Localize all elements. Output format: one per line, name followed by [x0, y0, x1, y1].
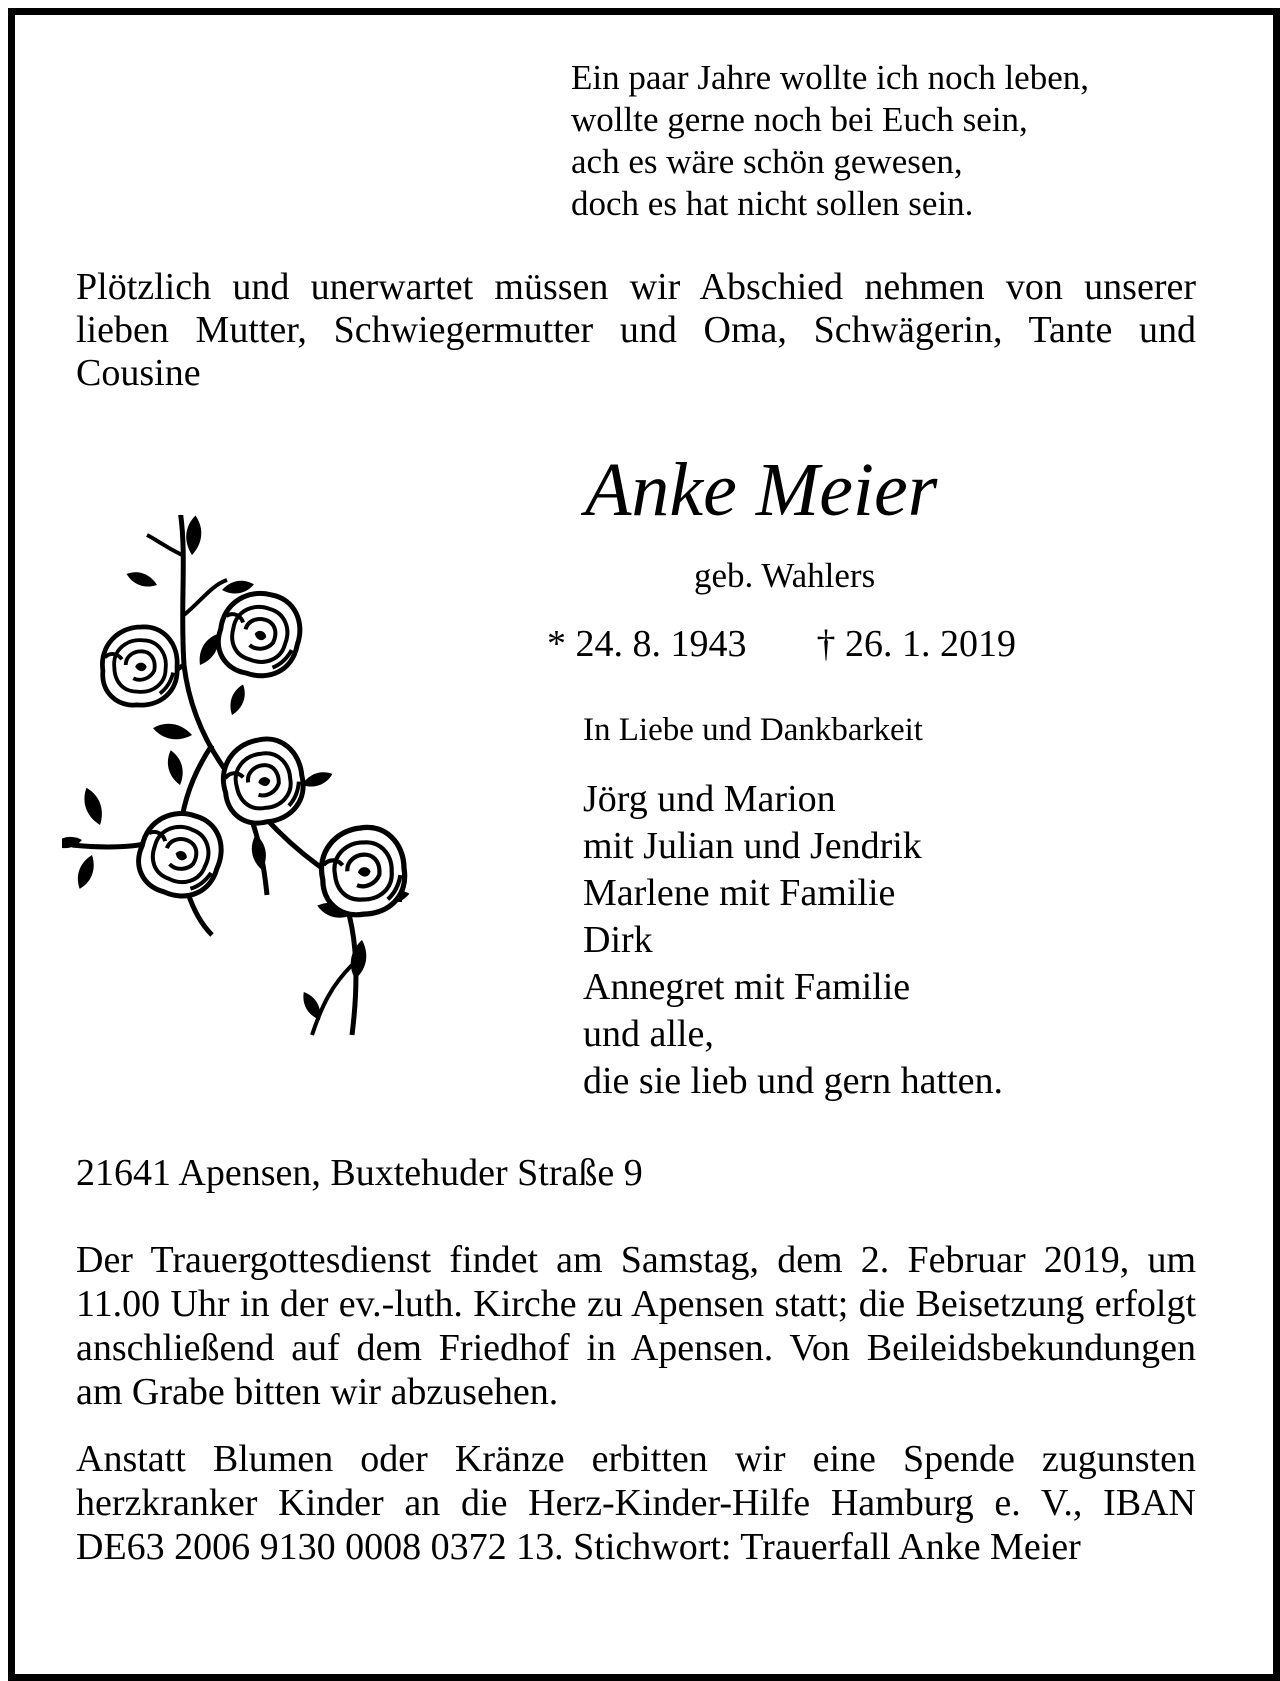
family-line: Marlene mit Familie	[583, 872, 896, 914]
address: 21641 Apensen, Buxtehuder Straße 9	[76, 1152, 643, 1194]
poem-line: Ein paar Jahre wollte ich noch leben,	[571, 58, 1089, 97]
poem-line: wollte gerne noch bei Euch sein,	[571, 100, 1028, 139]
poem-line: ach es wäre schön gewesen,	[571, 142, 963, 181]
death-date: † 26. 1. 2019	[816, 623, 1016, 665]
birth-name: geb. Wahlers	[694, 556, 876, 595]
poem-line: doch es hat nicht sollen sein.	[571, 184, 974, 223]
family-line: und alle,	[583, 1013, 714, 1055]
poem	[571, 57, 1089, 225]
family-line: Dirk	[583, 919, 653, 961]
gratitude-line: In Liebe und Dankbarkeit	[583, 712, 923, 748]
family-line: Annegret mit Familie	[583, 966, 911, 1008]
family-line: die sie lieb und gern hatten.	[583, 1060, 1003, 1102]
rose-branch-icon	[62, 515, 432, 1045]
deceased-name: Anke Meier	[585, 448, 938, 532]
service-info: Der Trauergottesdienst findet am Samstag, dem 2. Februar 2019, um 11.00 Uhr in der ev.-luth. Kirche zu Apensen statt; die Beisetzung erfolgt anschließend auf dem Friedhof in Apensen. Von Beileidsbekundungen am Grabe bitten wir abzusehen.	[76, 1239, 1196, 1413]
family-line: Jörg und Marion	[583, 778, 836, 820]
family-line: mit Julian und Jendrik	[583, 825, 922, 867]
birth-date: * 24. 8. 1943	[547, 623, 747, 665]
donation-info: Anstatt Blumen oder Kränze erbitten wir eine Spende zugunsten herzkranker Kinder an die Herz-Kinder-Hilfe Hamburg e. V., IBAN DE63 2006 9130 0008 0372 13. Stichwort: Trauerfall Anke Meier	[76, 1438, 1196, 1568]
intro-text: Plötzlich und unerwartet müssen wir Abschied nehmen von unserer lieben Mutter, Schwiegermutter und Oma, Schwägerin, Tante und Cousine	[76, 266, 1196, 394]
life-dates	[547, 622, 1016, 666]
family-list	[583, 776, 1003, 1105]
